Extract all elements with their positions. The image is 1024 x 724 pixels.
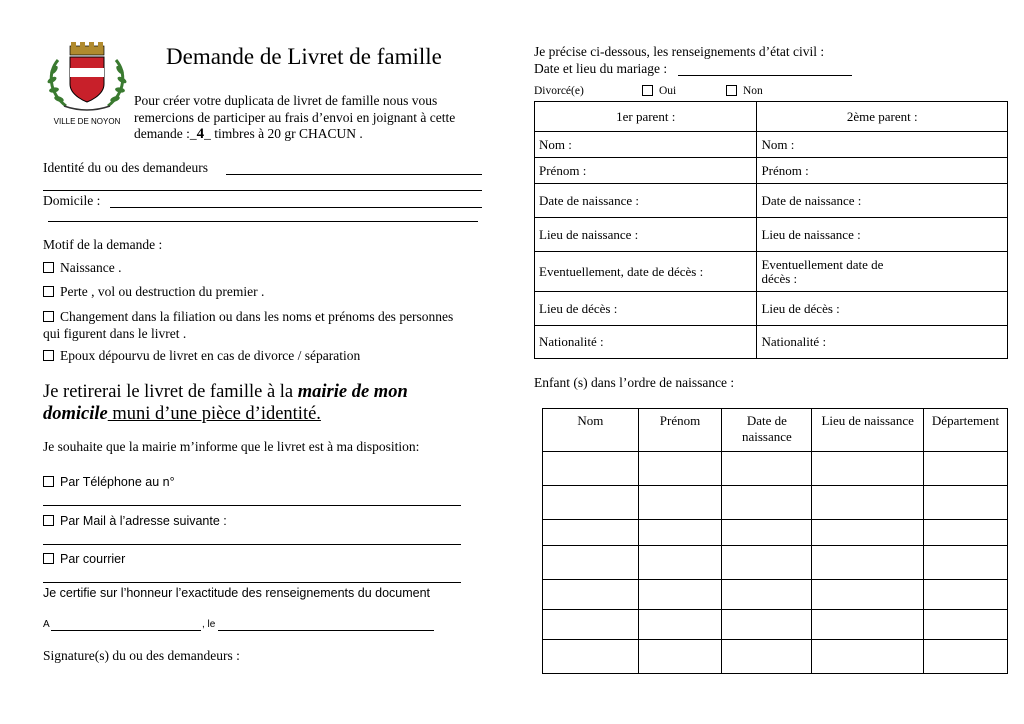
child-cell[interactable] [924, 640, 1008, 674]
child-cell[interactable] [924, 520, 1008, 546]
intro-text [134, 93, 455, 143]
checkbox-icon[interactable] [43, 476, 54, 487]
checkbox-icon[interactable] [642, 85, 653, 96]
table-row [543, 580, 1008, 610]
mail-field[interactable] [43, 544, 461, 545]
motif-option-epoux[interactable] [43, 348, 360, 364]
checkbox-icon[interactable] [43, 262, 54, 273]
parents-table [534, 101, 1008, 359]
motif-option-label: Perte , vol ou destruction du premier . [60, 284, 265, 299]
table-row [543, 486, 1008, 520]
child-cell[interactable] [543, 452, 639, 486]
checkbox-icon[interactable] [726, 85, 737, 96]
col-date-naissance-label: Date de naissance [741, 413, 792, 444]
child-cell[interactable] [812, 640, 924, 674]
inform-intro: Je souhaite que la mairie m’informe que le livret est à ma disposition: [43, 439, 420, 454]
child-cell[interactable] [543, 580, 639, 610]
table-row [543, 520, 1008, 546]
child-cell[interactable] [543, 520, 639, 546]
inform-post-option[interactable] [43, 552, 125, 566]
child-cell[interactable] [638, 610, 722, 640]
child-cell[interactable] [638, 546, 722, 580]
table-row [543, 610, 1008, 640]
child-cell[interactable] [543, 546, 639, 580]
town-logo [44, 40, 130, 130]
retrieve-notice [43, 381, 493, 425]
col-prenom: Prénom [638, 409, 722, 452]
motif-heading: Motif de la demande : [43, 237, 163, 252]
motif-option-perte[interactable] [43, 284, 264, 300]
intro-line-3 [134, 126, 455, 143]
child-cell[interactable] [722, 546, 812, 580]
divorce-label: Divorcé(e) [534, 85, 584, 97]
checkbox-icon[interactable] [43, 553, 54, 564]
col-date-naissance [722, 409, 812, 452]
motif-option-label: Epoux dépourvu de livret en cas de divorce / séparation [60, 348, 361, 363]
child-cell[interactable] [924, 610, 1008, 640]
motif-option-changement[interactable] [43, 308, 453, 342]
identity-field-2[interactable] [43, 190, 482, 191]
motif-option-label: Changement dans la filiation ou dans les noms et prénoms des personnes [60, 309, 454, 324]
child-cell[interactable] [722, 520, 812, 546]
child-cell[interactable] [543, 640, 639, 674]
child-cell[interactable] [722, 452, 812, 486]
child-cell[interactable] [722, 580, 812, 610]
col-nom: Nom [543, 409, 639, 452]
parent-2-header: 2ème parent : [757, 102, 1008, 132]
table-row [543, 546, 1008, 580]
date-label: , le [202, 619, 216, 630]
child-cell[interactable] [812, 452, 924, 486]
child-cell[interactable] [638, 520, 722, 546]
intro-line-2: remercions de participer au frais d’envoi en joignant à cette [134, 109, 456, 125]
children-intro: Enfant (s) dans l’ordre de naissance : [534, 375, 735, 390]
post-field[interactable] [43, 582, 461, 583]
non-label: Non [743, 85, 763, 97]
phone-field[interactable] [43, 505, 461, 506]
checkbox-icon[interactable] [43, 311, 54, 322]
inform-mail-option[interactable] [43, 514, 227, 528]
signature-label: Signature(s) du ou des demandeurs : [43, 648, 240, 663]
domicile-field[interactable] [110, 207, 482, 208]
parent-1-header: 1er parent : [535, 102, 757, 132]
parent-1-lieu-naissance[interactable]: Lieu de naissance : [535, 218, 757, 252]
retrieve-emph-2: domicile [43, 404, 108, 424]
certify-text: Je certifie sur l’honneur l’exactitude des renseignements du document [43, 586, 431, 600]
child-cell[interactable] [812, 580, 924, 610]
child-cell[interactable] [924, 580, 1008, 610]
town-label: VILLE DE NOYON [53, 117, 121, 126]
child-cell[interactable] [722, 610, 812, 640]
child-cell[interactable] [924, 486, 1008, 520]
parent-1-nom[interactable]: Nom : [535, 132, 757, 158]
checkbox-icon[interactable] [43, 515, 54, 526]
child-cell[interactable] [812, 520, 924, 546]
parent-1-nationalite[interactable]: Nationalité : [535, 326, 757, 359]
parent-2-lieu-deces[interactable]: Lieu de décès : [757, 292, 1008, 326]
col-departement: Département [924, 409, 1008, 452]
domicile-field-2[interactable] [48, 221, 478, 222]
parent-1-lieu-deces[interactable]: Lieu de décès : [535, 292, 757, 326]
parent-2-lieu-naissance[interactable]: Lieu de naissance : [757, 218, 1008, 252]
motif-option-label-cont: qui figurent dans le livret . [43, 326, 187, 341]
divorce-oui-option[interactable] [642, 85, 676, 97]
children-table [542, 408, 1008, 674]
identity-label: Identité du ou des demandeurs [43, 160, 208, 175]
child-cell[interactable] [543, 486, 639, 520]
parent-1-date-naissance[interactable]: Date de naissance : [535, 184, 757, 218]
mariage-label: Date et lieu du mariage : [534, 61, 668, 76]
child-cell[interactable] [543, 610, 639, 640]
parent-1-prenom[interactable]: Prénom : [535, 158, 757, 184]
mariage-field[interactable] [678, 75, 852, 76]
inform-phone-label: Par Téléphone au n° [60, 475, 175, 489]
child-cell[interactable] [638, 452, 722, 486]
child-cell[interactable] [638, 580, 722, 610]
oui-label: Oui [659, 85, 677, 97]
child-cell[interactable] [638, 486, 722, 520]
stamp-count: 4 [196, 126, 205, 142]
inform-mail-label: Par Mail à l’adresse suivante : [60, 514, 227, 528]
divorce-non-option[interactable] [726, 85, 763, 97]
col-lieu-naissance: Lieu de naissance [812, 409, 924, 452]
inform-post-label: Par courrier [60, 552, 126, 566]
child-cell[interactable] [812, 610, 924, 640]
parent-2-date-deces[interactable] [757, 252, 1008, 292]
parent-2-date-naissance[interactable]: Date de naissance : [757, 184, 1008, 218]
child-cell[interactable] [722, 486, 812, 520]
child-cell[interactable] [924, 546, 1008, 580]
intro-line-3-suffix: _ timbres à 20 gr CHACUN . [204, 126, 363, 141]
parent-2-date-deces-label: Eventuellement date de décès : [761, 256, 884, 286]
checkbox-icon[interactable] [43, 286, 54, 297]
parent-2-nationalite[interactable]: Nationalité : [757, 326, 1008, 359]
child-cell[interactable] [722, 640, 812, 674]
retrieve-part-2: muni d’une pièce d’identité. [107, 404, 321, 424]
motif-option-naissance[interactable] [43, 260, 121, 276]
child-cell[interactable] [638, 640, 722, 674]
divorce-row [534, 85, 834, 97]
child-cell[interactable] [812, 486, 924, 520]
place-label: A [43, 619, 50, 630]
date-field[interactable] [218, 630, 434, 631]
coat-of-arms-icon [44, 40, 130, 116]
table-row [543, 452, 1008, 486]
motif-option-label: Naissance . [60, 260, 122, 275]
civil-intro: Je précise ci-dessous, les renseignements d’état civil : [534, 44, 825, 59]
page-title: Demande de Livret de famille [166, 44, 442, 69]
child-cell[interactable] [812, 546, 924, 580]
checkbox-icon[interactable] [43, 350, 54, 361]
retrieve-emph-1: mairie de mon [297, 382, 408, 402]
child-cell[interactable] [924, 452, 1008, 486]
retrieve-part-1: Je retirerai le livret de famille à la [43, 382, 298, 402]
parent-1-date-deces[interactable]: Eventuellement, date de décès : [535, 252, 757, 292]
inform-phone-option[interactable] [43, 475, 175, 489]
domicile-label: Domicile : [43, 193, 101, 208]
parent-2-nom[interactable]: Nom : [757, 132, 1008, 158]
intro-line-3-prefix: demande :_ [134, 126, 197, 141]
parent-2-prenom[interactable]: Prénom : [757, 158, 1008, 184]
intro-line-1: Pour créer votre duplicata de livret de famille nous vous [134, 93, 438, 108]
identity-field[interactable] [226, 174, 482, 175]
table-row [543, 640, 1008, 674]
place-field[interactable] [51, 630, 201, 631]
